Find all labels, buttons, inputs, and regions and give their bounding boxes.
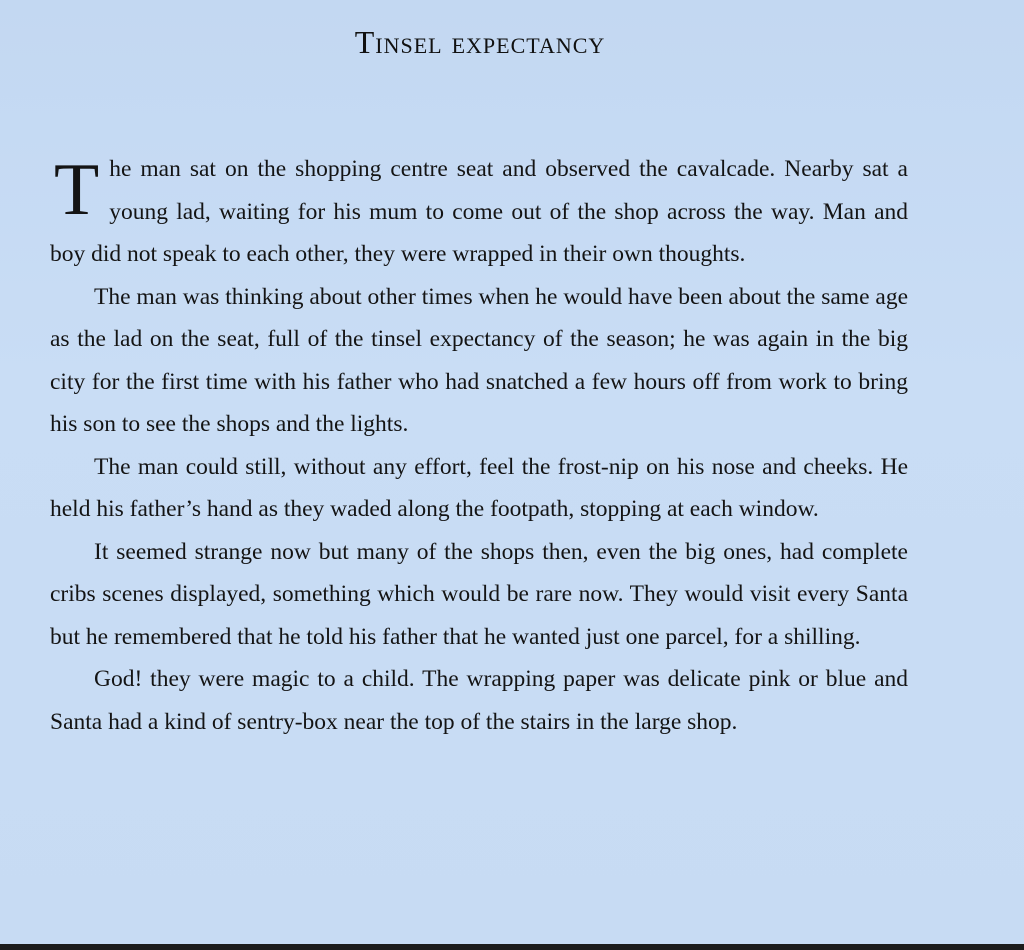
- paragraph-1-text: he man sat on the shopping centre seat and observed the cavalcade. Nearby sat a young lad, waiting for his mum to come out of the shop across the way. Man and boy did not speak to each other, they were wrapped in their own thoughts.: [50, 156, 908, 267]
- paragraph-5: God! they were magic to a child. The wrapping paper was delicate pink or blue and Santa had a kind of sentry-box near the top of the stairs in the large shop.: [50, 666, 908, 735]
- paragraph-2: The man was thinking about other times when he would have been about the same age as the lad on the seat, full of the tinsel expectancy of the season; he was again in the big city for the first time with his father who had snatched a few hours off from work to bring his son to see the shops and the lights.: [50, 283, 908, 437]
- paragraph-4: It seemed strange now but many of the shops then, even the big ones, had complete cribs scenes displayed, something which would be rare now. They would visit every Santa but he remembered that he told his father that he wanted just one parcel, for a shilling.: [50, 538, 908, 650]
- chapter-body: [50, 148, 908, 743]
- page-bottom-edge: [0, 944, 1024, 950]
- paragraph-1: [50, 148, 908, 276]
- drop-cap: T: [54, 149, 100, 231]
- paragraph-3: The man could still, without any effort, feel the frost-nip on his nose and cheeks. He held his father’s hand as they waded along the footpath, stopping at each window.: [50, 453, 908, 522]
- chapter-title: Tinsel expectancy: [354, 24, 606, 60]
